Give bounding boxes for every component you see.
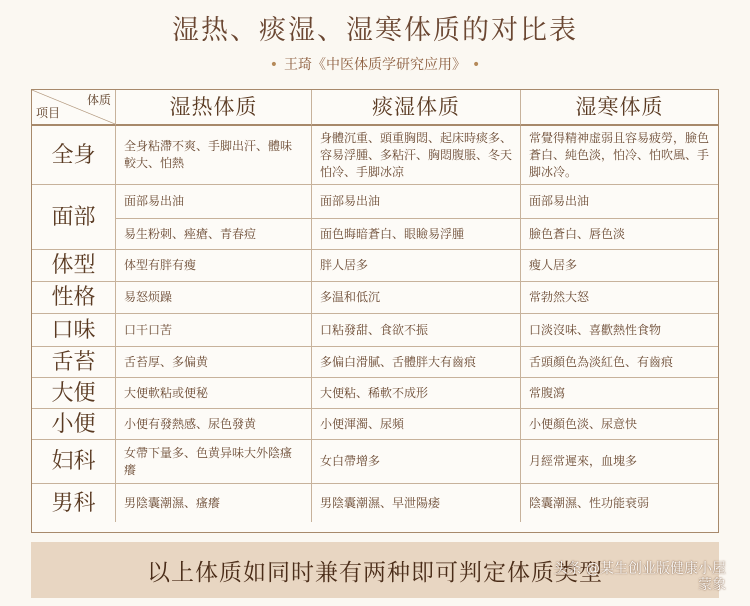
table-cell: 小便渾濁、尿頻 xyxy=(312,409,521,440)
watermark-line-1: 头条 @某生创业版健康小屋 xyxy=(553,561,726,577)
table-cell: 面部易出油 xyxy=(312,185,521,219)
table-cell: 女白帶增多 xyxy=(312,440,521,484)
watermark xyxy=(554,561,726,593)
row-label-whole-body: 全身 xyxy=(32,126,116,185)
table-cell: 身體沉重、頭重胸悶、起床時痰多、容易浮腫、多粘汗、胸悶腹脹、冬天怕冷、手脚冰凉 xyxy=(312,126,521,185)
subtitle-source: 王琦《中医体质学研究应用》 xyxy=(284,57,466,73)
table-cell: 多温和低沉 xyxy=(312,282,521,314)
row-label-taste: 口味 xyxy=(32,314,116,347)
table-cell: 胖人居多 xyxy=(312,250,521,282)
table-cell: 易怒烦躁 xyxy=(116,282,312,314)
row-label-face: 面部 xyxy=(32,185,116,250)
table-cell: 易生粉刺、痤瘡、青春痘 xyxy=(116,219,312,250)
column-header-phlegm-damp: 痰湿体质 xyxy=(312,90,521,126)
page-title: 湿热、痰湿、湿寒体质的对比表 xyxy=(172,15,578,46)
footer-note: 以上体质如同时兼有两种即可判定体质类型 xyxy=(147,559,603,586)
table-cell: 面部易出油 xyxy=(116,185,312,219)
table-cell: 男陰囊潮濕、早泄陽痿 xyxy=(312,484,521,522)
subtitle-dot-right: • xyxy=(472,57,481,73)
row-label-body-type: 体型 xyxy=(32,250,116,282)
row-label-stool: 大便 xyxy=(32,378,116,409)
comparison-table xyxy=(31,89,719,533)
table-cell: 常腹瀉 xyxy=(521,378,718,409)
table-cell: 全身粘滯不爽、手脚出汗、體味較大、怕熱 xyxy=(116,126,312,185)
column-header-damp-cold: 湿寒体质 xyxy=(521,90,718,126)
table-cell: 舌苔厚、多偏黄 xyxy=(116,347,312,378)
table-cell: 大便軟粘或便秘 xyxy=(116,378,312,409)
table-cell: 面色晦暗蒼白、眼瞼易浮腫 xyxy=(312,219,521,250)
row-label-tongue-coating: 舌苔 xyxy=(32,347,116,378)
table-cell: 月經常遲來，血塊多 xyxy=(521,440,718,484)
column-header-damp-heat: 湿热体质 xyxy=(116,90,312,126)
table-cell: 大便粘、稀軟不成形 xyxy=(312,378,521,409)
table-cell: 小便有發熱感、尿色發黄 xyxy=(116,409,312,440)
table-cell: 多偏白滑膩、舌體胖大有齒痕 xyxy=(312,347,521,378)
table-cell: 口干口苦 xyxy=(116,314,312,347)
table-cell: 男陰囊潮濕、瘙癢 xyxy=(116,484,312,522)
table-cell: 陰囊潮濕、性功能衰弱 xyxy=(529,495,650,510)
table-cell: 瘦人居多 xyxy=(521,250,718,282)
row-label-urine: 小便 xyxy=(32,409,116,440)
table-cell: 常覺得精神虚弱且容易疲勞，臉色蒼白、純色淡，怕冷、怕吹風、手脚冰冷。 xyxy=(521,126,718,185)
table-cell: 口粘發甜、食欲不振 xyxy=(312,314,521,347)
row-label-andrology: 男科 xyxy=(32,484,116,522)
table-cell: 面部易出油 xyxy=(521,185,718,219)
table-cell: 小便顏色淡、尿意快 xyxy=(521,409,718,440)
table-cell: 女帶下量多、色黄异味大外陰瘙癢 xyxy=(116,440,312,484)
subtitle-dot-left: • xyxy=(269,57,278,73)
watermark-line-2: 蒙象 xyxy=(698,577,726,593)
corner-label-constitution: 体质 xyxy=(86,93,111,107)
table-cell: 常勃然大怒 xyxy=(521,282,718,314)
table-corner-header xyxy=(32,90,116,126)
row-label-gynecology: 妇科 xyxy=(32,440,116,484)
table-cell: 体型有胖有瘦 xyxy=(116,250,312,282)
page-subtitle xyxy=(0,54,750,74)
table-cell: 口淡沒味、喜歡熱性食物 xyxy=(521,314,718,347)
table-cell: 臉色蒼白、唇色淡 xyxy=(521,219,718,250)
table-cell: 舌頭顏色為淡紅色、有齒痕 xyxy=(521,347,718,378)
row-label-temperament: 性格 xyxy=(32,282,116,314)
corner-label-item: 项目 xyxy=(36,106,61,120)
